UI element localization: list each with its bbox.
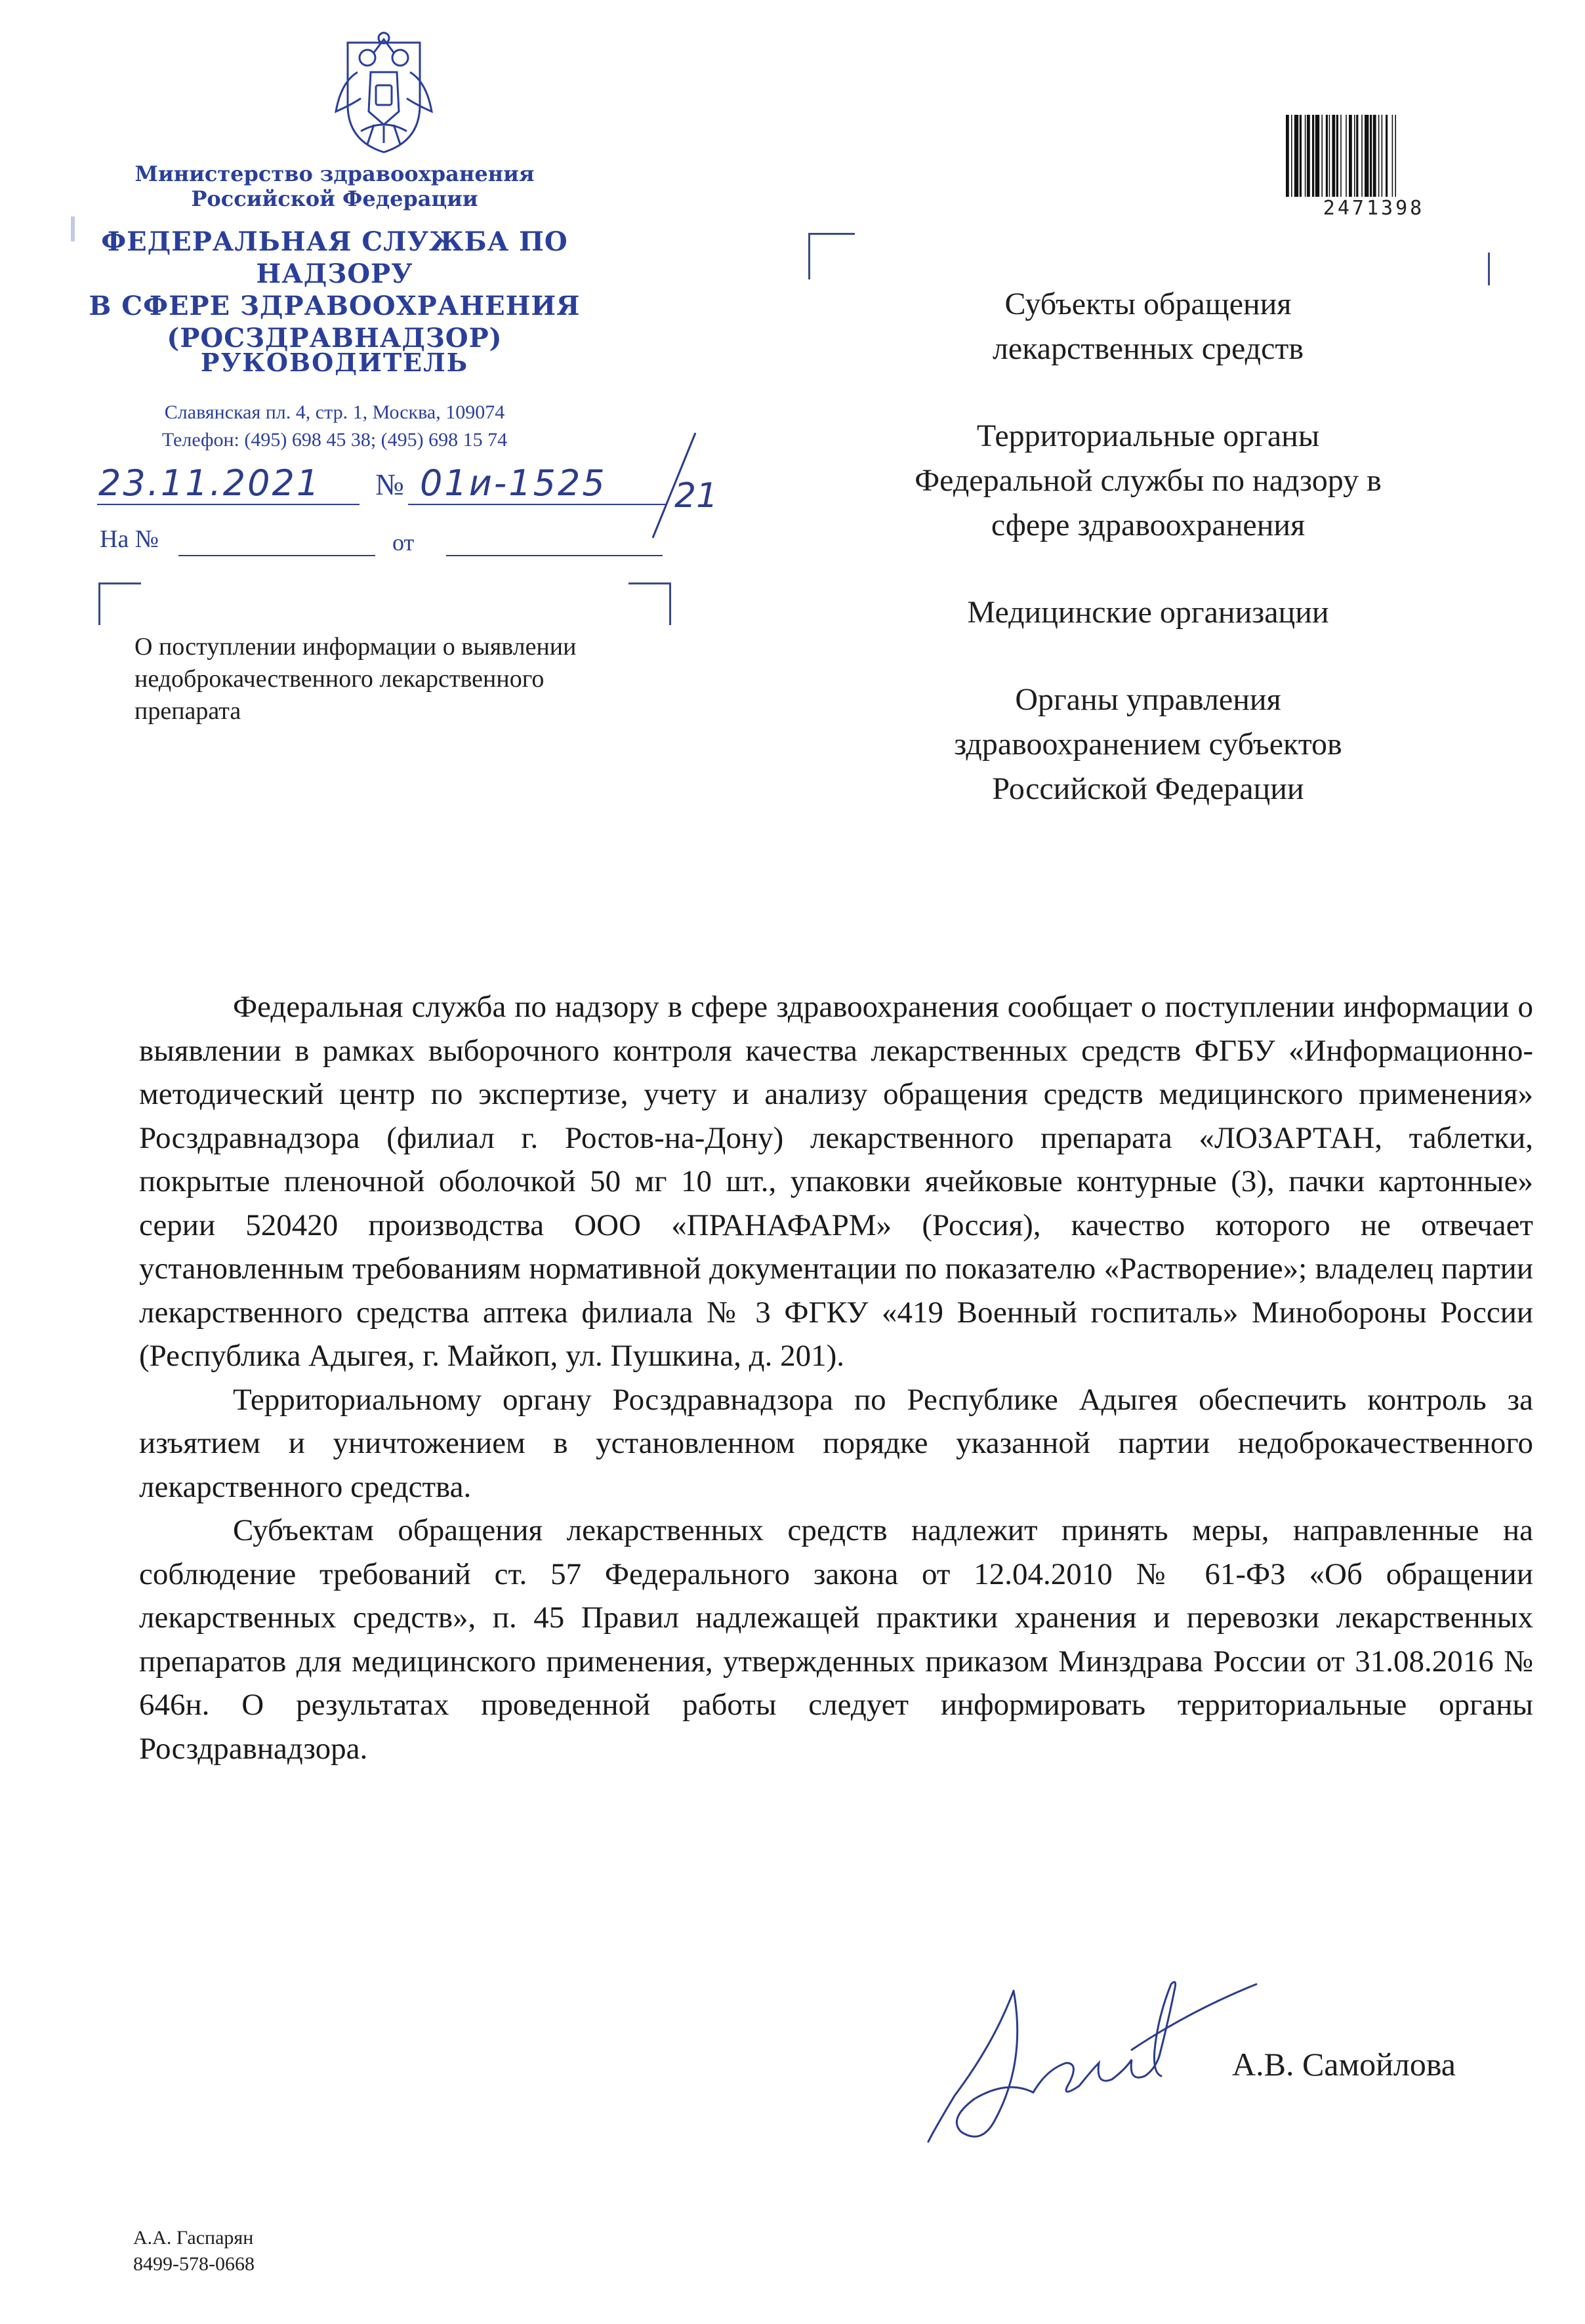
ministry-name — [66, 161, 604, 211]
addressee — [840, 590, 1456, 635]
registration-year — [649, 430, 722, 541]
registration-year-text: 21 — [674, 476, 718, 516]
barcode-bar — [1312, 115, 1314, 197]
service-line: (РОСЗДРАВНАДЗОР) — [167, 323, 503, 354]
subject-line: О поступлении информации о выявлении — [134, 633, 577, 661]
reply-from-label: от — [392, 529, 415, 556]
subject-line: недоброкачественного лекарственного — [134, 665, 545, 693]
barcode-bar — [1346, 115, 1347, 197]
barcode-bar — [1340, 115, 1342, 197]
signer-name: А.В. Самойлова — [1232, 2046, 1456, 2083]
barcode-bar — [1395, 115, 1396, 197]
coat-of-arms-icon — [321, 26, 446, 157]
letterhead-phone: Телефон: (495) 698 45 38; (495) 698 15 74 — [161, 429, 508, 451]
barcode-bar — [1332, 115, 1335, 197]
barcode-bar — [1321, 115, 1323, 197]
reply-to-number-line — [178, 555, 375, 556]
registration-date: 23.11.2021 — [98, 462, 321, 504]
barcode-bar — [1349, 115, 1352, 197]
letter-body — [139, 985, 1533, 1770]
number-sign: № — [375, 468, 404, 501]
ministry-line: Российской Федерации — [191, 186, 478, 211]
barcode-bar — [1315, 115, 1319, 197]
addressee-line: Субъекты обращения — [1004, 287, 1292, 321]
registration-number: 01и-1525 — [420, 462, 607, 504]
barcode-bar — [1378, 115, 1380, 197]
barcode-bar — [1373, 115, 1376, 197]
addressee-line: Российской Федерации — [992, 771, 1304, 806]
registration-date-underline — [97, 504, 360, 505]
addressee — [840, 678, 1456, 811]
addressee — [840, 414, 1456, 548]
letterhead-address: Славянская пл. 4, стр. 1, Москва, 109074 — [164, 401, 505, 423]
addressee-line: Органы управления — [1015, 682, 1281, 717]
addressee-line: сфере здравоохранения — [991, 508, 1306, 542]
addressee-block — [840, 282, 1456, 854]
body-paragraph: Территориальному органу Росздравнадзора по Республике Адыгея обеспечить контроль за изъятием и уничтожением в установленном порядке указанной партии недоброкачественного лекарственного средства. — [139, 1382, 1533, 1504]
barcode-bar — [1386, 115, 1388, 197]
barcode-bar — [1356, 115, 1358, 197]
registration-number-underline — [408, 504, 667, 505]
barcode-bar — [1365, 115, 1369, 197]
subject-line: препарата — [134, 697, 241, 725]
barcode-bar — [1286, 115, 1289, 197]
addressee-line: Федеральной службы по надзору в — [915, 463, 1382, 498]
barcode-bar — [1305, 115, 1306, 197]
barcode — [1285, 115, 1463, 197]
letter-subject — [134, 631, 699, 727]
reply-to-label: На № — [100, 525, 159, 553]
ministry-line: Министерство здравоохранения — [134, 161, 535, 186]
addressee-line: лекарственных средств — [992, 331, 1304, 366]
service-line: В СФЕРЕ ЗДРАВООХРАНЕНИЯ — [89, 291, 581, 321]
barcode-bar — [1336, 115, 1338, 197]
executor-info — [133, 2225, 255, 2277]
addressee-corner-right — [1488, 253, 1490, 285]
addressee-line: Территориальные органы — [976, 418, 1320, 453]
subject-corner-right — [628, 582, 671, 625]
barcode-bar — [1392, 115, 1393, 197]
barcode-bar — [1291, 115, 1292, 197]
executor-phone: 8499-578-0668 — [133, 2253, 255, 2275]
barcode-bar — [1370, 115, 1372, 197]
barcode-number: 2471398 — [1323, 197, 1425, 220]
executor-name: А.А. Гаспарян — [133, 2227, 254, 2249]
letterhead-contacts — [66, 399, 604, 454]
addressee — [840, 282, 1456, 371]
head-title: РУКОВОДИТЕЛЬ — [200, 348, 469, 377]
body-paragraph: Федеральная служба по надзору в сфере здравоохранения сообщает о поступлении информации о выявлении в рамках выборочного контроля качества лекарственных средств ФГБУ «Информационно-методический центр по экспертизе, учету и анализу обращения средств медицинского применения» Росздравнадзора (филиал г. Ростов-на-Дону) лекарственного препарата «ЛОЗАРТАН, таблетки, покрытые пленочной оболочкой 50 мг 10 шт., упаковки ячейковые контурные (3), пачки картонные» серии 520420 производства ООО «ПРАНАФАРМ» (Россия), качество которого не отвечает установленным требованиям нормативной документации по показателю «Растворение»; владелец партии лекарственного средства аптека филиала № 3 ФГКУ «419 Военный госпиталь» Минобороны России (Республика Адыгея, г. Майкоп, ул. Пушкина, д. 201). — [139, 990, 1533, 1373]
service-line: ФЕДЕРАЛЬНАЯ СЛУЖБА ПО НАДЗОРУ — [101, 226, 568, 289]
barcode-bar — [1307, 115, 1310, 197]
barcode-bar — [1294, 115, 1298, 197]
service-name — [66, 226, 604, 354]
reply-from-date-line — [446, 555, 663, 556]
barcode-bar — [1329, 115, 1330, 197]
subject-corner-left — [98, 582, 141, 625]
barcode-bar — [1354, 115, 1355, 197]
addressee-line: здравоохранением субъектов — [954, 727, 1342, 762]
barcode-bar — [1300, 115, 1302, 197]
body-paragraph: Субъектам обращения лекарственных средств надлежит принять меры, направленные на соблюдение требований ст. 57 Федерального закона от 12.04.2010 № 61-ФЗ «Об обращении лекарственных средств», п. 45 Правил надлежащей практики хранения и перевозки лекарственных препаратов для медицинского применения, утвержденных приказом Минздрава России от 31.08.2016 № 646н. О результатах проведенной работы следует информировать территориальные органы Росздравнадзора. — [139, 1513, 1533, 1766]
handwritten-signature — [915, 1965, 1283, 2155]
barcode-bar — [1361, 115, 1363, 197]
addressee-corner-left — [808, 233, 855, 279]
barcode-bar — [1382, 115, 1383, 197]
addressee-line: Медицинские организации — [967, 595, 1329, 630]
barcode-bar — [1326, 115, 1328, 197]
